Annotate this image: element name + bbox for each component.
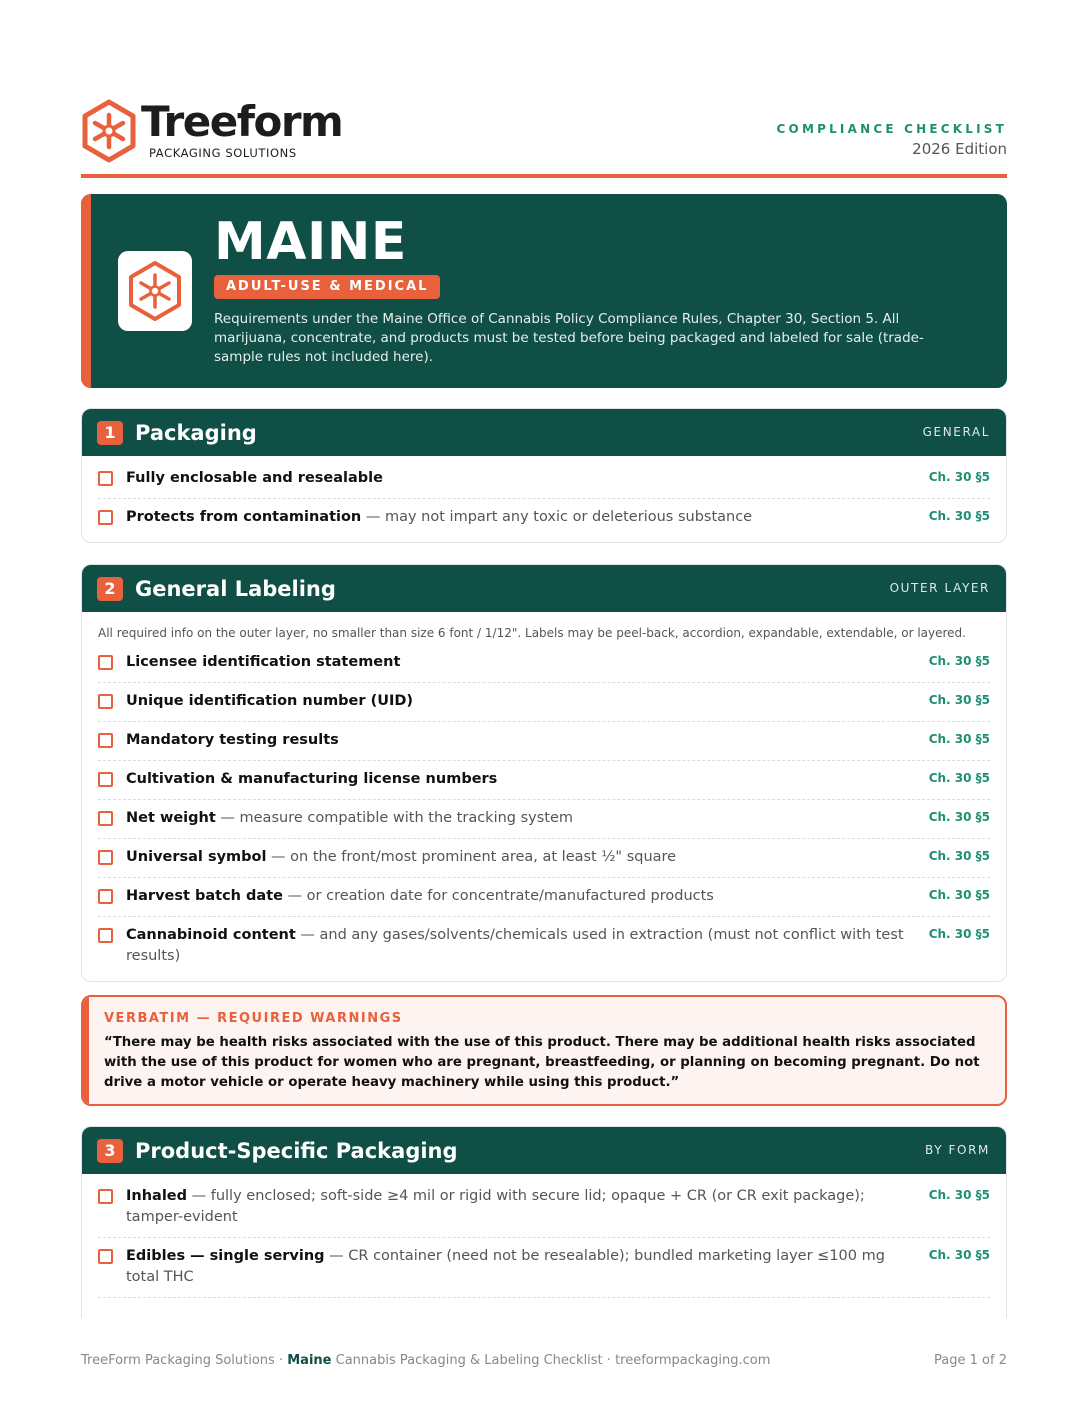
state-icon-tile — [118, 251, 192, 331]
checklist-item — [98, 878, 990, 917]
hero-accent-bar — [81, 194, 91, 388]
checkbox-icon[interactable] — [98, 889, 113, 904]
section-body — [82, 612, 1006, 976]
item-detail: — may not impart any toxic or deleterious substance — [361, 509, 753, 525]
footer-state: Maine — [287, 1353, 332, 1368]
section-title: Packaging — [135, 421, 257, 445]
item-detail: — measure compatible with the tracking system — [215, 810, 574, 826]
edition-label: 2026 Edition — [912, 140, 1007, 158]
checklist-item — [98, 722, 990, 761]
item-reference: Ch. 30 §5 — [928, 888, 990, 902]
footer-info: TreeForm Packaging Solutions · Maine Cannabis Packaging & Labeling Checklist · treeformpackaging.com — [81, 1353, 771, 1368]
state-description: Requirements under the Maine Office of Cannabis Policy Compliance Rules, Chapter 30, Section 5. All marijuana, concentrate, and products must be tested before being packaged and labeled for sale (trade-sample rules not included here). — [214, 311, 924, 365]
item-reference: Ch. 30 §5 — [928, 810, 990, 824]
checklist-item — [98, 800, 990, 839]
checklist-item — [98, 1238, 990, 1298]
section-tag: OUTER LAYER — [889, 581, 990, 595]
item-title: Licensee identification statement — [126, 654, 401, 670]
footer-company: TreeForm Packaging Solutions — [81, 1353, 275, 1368]
checkbox-icon[interactable] — [98, 510, 113, 525]
section-product-specific — [81, 1126, 1007, 1318]
section-number: 3 — [97, 1139, 123, 1163]
checkbox-icon[interactable] — [98, 1189, 113, 1204]
item-detail: — and any gases/solvents/chemicals used in extraction (must not conflict with test results) — [126, 927, 904, 964]
item-reference: Ch. 30 §5 — [928, 509, 990, 523]
section-tag: GENERAL — [922, 425, 990, 439]
item-reference: Ch. 30 §5 — [928, 771, 990, 785]
warning-accent-bar — [83, 997, 89, 1104]
section-body — [82, 456, 1006, 537]
checklist-item — [98, 644, 990, 683]
hexagon-asterisk-icon — [81, 99, 137, 163]
item-reference: Ch. 30 §5 — [928, 693, 990, 707]
checkbox-icon[interactable] — [98, 772, 113, 787]
brand-subtitle: PACKAGING SOLUTIONS — [149, 146, 297, 160]
item-reference: Ch. 30 §5 — [928, 732, 990, 746]
warning-label: VERBATIM — REQUIRED WARNINGS — [104, 1011, 403, 1026]
item-title: Cultivation & manufacturing license numbers — [126, 771, 498, 787]
section-number: 2 — [97, 577, 123, 601]
item-detail: — on the front/most prominent area, at least ½" square — [266, 849, 677, 865]
checklist-item — [98, 460, 990, 499]
header-divider — [81, 174, 1007, 178]
checkbox-icon[interactable] — [98, 694, 113, 709]
item-reference: Ch. 30 §5 — [928, 654, 990, 668]
page-number: Page 1 of 2 — [934, 1353, 1007, 1368]
required-warning-box — [81, 995, 1007, 1106]
checkbox-icon[interactable] — [98, 850, 113, 865]
item-title: Mandatory testing results — [126, 732, 339, 748]
brand-logo — [81, 97, 343, 164]
hexagon-asterisk-icon — [118, 251, 192, 331]
checkbox-icon[interactable] — [98, 928, 113, 943]
section-general-labeling — [81, 564, 1007, 982]
section-body — [82, 1174, 1006, 1298]
section-title: Product-Specific Packaging — [135, 1139, 458, 1163]
header-meta — [777, 122, 1007, 158]
page-footer — [81, 1353, 1007, 1368]
item-title: Cannabinoid content — [126, 927, 296, 943]
item-reference: Ch. 30 §5 — [928, 849, 990, 863]
item-title: Edibles — single serving — [126, 1248, 325, 1264]
section-tag: BY FORM — [925, 1143, 990, 1157]
brand-name: Treeform — [141, 97, 343, 146]
item-reference: Ch. 30 §5 — [928, 1248, 990, 1262]
item-title: Unique identification number (UID) — [126, 693, 414, 709]
item-detail: — CR container (need not be resealable); bundled marketing layer ≤100 mg total THC — [126, 1248, 885, 1285]
checkbox-icon[interactable] — [98, 655, 113, 670]
section-title: General Labeling — [135, 577, 336, 601]
item-title: Protects from contamination — [126, 509, 362, 525]
section-header — [82, 565, 1006, 612]
checkbox-icon[interactable] — [98, 811, 113, 826]
item-title: Universal symbol — [126, 849, 267, 865]
checklist-item — [98, 839, 990, 878]
item-title: Net weight — [126, 810, 216, 826]
item-detail: — fully enclosed; soft-side ≥4 mil or rigid with secure lid; opaque + CR (or CR exit package); tamper-evident — [126, 1188, 865, 1225]
checkbox-icon[interactable] — [98, 471, 113, 486]
checklist-item — [98, 683, 990, 722]
warning-text: “There may be health risks associated with the use of this product. There may be additional health risks associated with the use of this product for women who are pregnant, breastfeeding, or planning on becoming pregnant. Do not drive a motor vehicle or operate heavy machinery while using this product.” — [104, 1035, 980, 1090]
section-header — [82, 409, 1006, 456]
checklist-item — [98, 761, 990, 800]
section-header — [82, 1127, 1006, 1174]
section-packaging — [81, 408, 1007, 543]
footer-title: Cannabis Packaging & Labeling Checklist — [331, 1353, 603, 1368]
item-reference: Ch. 30 §5 — [928, 1188, 990, 1202]
item-title: Inhaled — [126, 1188, 188, 1204]
item-title: Harvest batch date — [126, 888, 283, 904]
section-number: 1 — [97, 421, 123, 445]
item-detail: — or creation date for concentrate/manufactured products — [282, 888, 714, 904]
checkbox-icon[interactable] — [98, 1249, 113, 1264]
state-title: MAINE — [214, 212, 407, 272]
footer-url[interactable]: treeformpackaging.com — [615, 1353, 771, 1368]
item-reference: Ch. 30 §5 — [928, 927, 990, 941]
doc-type-label: COMPLIANCE CHECKLIST — [776, 122, 1007, 136]
state-hero-banner — [81, 194, 1007, 388]
page-header — [81, 98, 1007, 166]
checklist-item — [98, 1178, 990, 1238]
checklist-item — [98, 917, 990, 976]
checkbox-icon[interactable] — [98, 733, 113, 748]
item-title: Fully enclosable and resealable — [126, 470, 383, 486]
item-reference: Ch. 30 §5 — [928, 470, 990, 484]
section-note: All required info on the outer layer, no smaller than size 6 font / 1/12". Labels may be peel-back, accordion, expandable, extendable, or layered. — [98, 626, 966, 640]
checklist-item — [98, 499, 990, 537]
program-badge: ADULT-USE & MEDICAL — [214, 275, 440, 299]
